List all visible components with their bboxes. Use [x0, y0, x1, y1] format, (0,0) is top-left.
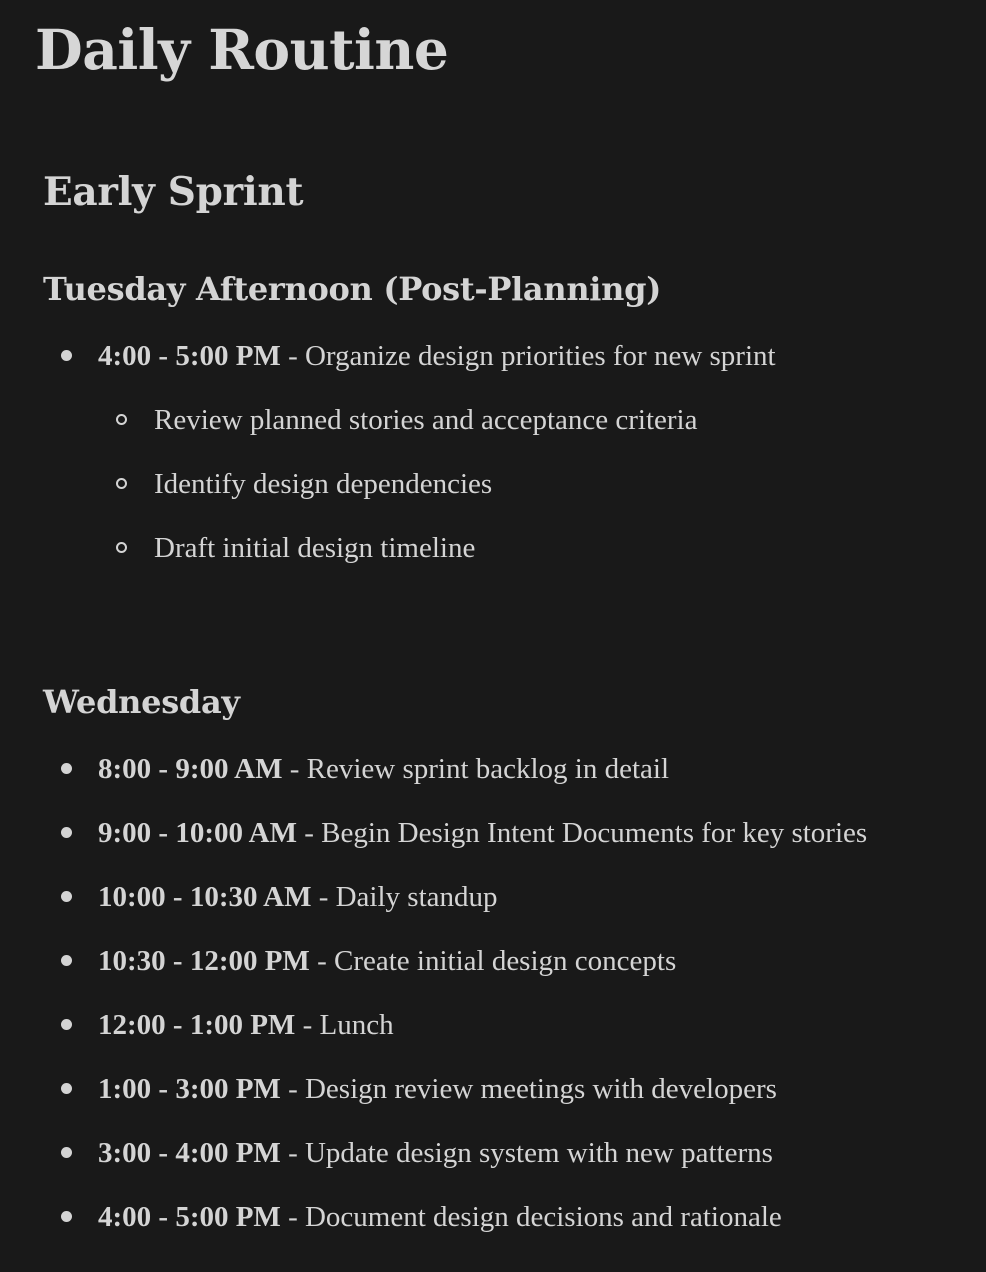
task-text: Review sprint backlog in detail	[306, 753, 670, 785]
time-range: 1:00 - 3:00 PM	[98, 1073, 281, 1105]
sub-list-item: Draft initial design timeline	[154, 532, 476, 564]
page-title: Daily Routine	[35, 17, 449, 82]
list-item	[98, 1133, 773, 1173]
list-item	[98, 813, 867, 853]
section-heading-early-sprint: Early Sprint	[43, 169, 304, 215]
hollow-bullet-icon	[116, 414, 127, 425]
time-range: 9:00 - 10:00 AM	[98, 817, 297, 849]
time-range: 4:00 - 5:00 PM	[98, 1201, 281, 1233]
list-item	[98, 877, 498, 917]
separator: -	[295, 1009, 320, 1041]
bullet-icon	[61, 827, 72, 838]
bullet-icon	[61, 891, 72, 902]
separator: -	[280, 340, 305, 372]
bullet-icon	[61, 1211, 72, 1222]
separator: -	[280, 1201, 305, 1233]
time-range: 3:00 - 4:00 PM	[98, 1137, 281, 1169]
hollow-bullet-icon	[116, 542, 127, 553]
list-item	[98, 1069, 777, 1109]
day-heading-wednesday: Wednesday	[43, 683, 240, 721]
day-heading-tuesday: Tuesday Afternoon (Post-Planning)	[43, 270, 662, 308]
list-item	[98, 941, 676, 981]
task-text: Daily standup	[335, 881, 498, 913]
task-text: Document design decisions and rationale	[304, 1201, 782, 1233]
task-text: Design review meetings with developers	[304, 1073, 777, 1105]
list-item	[98, 1005, 394, 1045]
time-range: 10:30 - 12:00 PM	[98, 945, 310, 977]
list-item	[98, 749, 669, 789]
time-range: 4:00 - 5:00 PM	[98, 340, 281, 372]
hollow-bullet-icon	[116, 478, 127, 489]
bullet-icon	[61, 763, 72, 774]
task-text: Organize design priorities for new sprint	[304, 340, 776, 372]
separator: -	[296, 817, 322, 849]
task-text: Lunch	[319, 1009, 394, 1041]
bullet-icon	[61, 955, 72, 966]
time-range: 8:00 - 9:00 AM	[98, 753, 283, 785]
separator: -	[280, 1073, 305, 1105]
sub-list-item: Identify design dependencies	[154, 468, 493, 500]
sub-list-item: Review planned stories and acceptance criteria	[154, 404, 698, 436]
time-range: 12:00 - 1:00 PM	[98, 1009, 296, 1041]
list-item	[98, 336, 776, 376]
task-text: Begin Design Intent Documents for key stories	[321, 817, 868, 849]
bullet-icon	[61, 1147, 72, 1158]
bullet-icon	[61, 1083, 72, 1094]
bullet-icon	[61, 1019, 72, 1030]
separator: -	[309, 945, 334, 977]
task-text: Update design system with new patterns	[304, 1137, 773, 1169]
list-item	[98, 1197, 782, 1237]
task-text: Create initial design concepts	[333, 945, 677, 977]
time-range: 10:00 - 10:30 AM	[98, 881, 312, 913]
separator: -	[282, 753, 307, 785]
bullet-icon	[61, 350, 72, 361]
separator: -	[280, 1137, 305, 1169]
separator: -	[311, 881, 336, 913]
